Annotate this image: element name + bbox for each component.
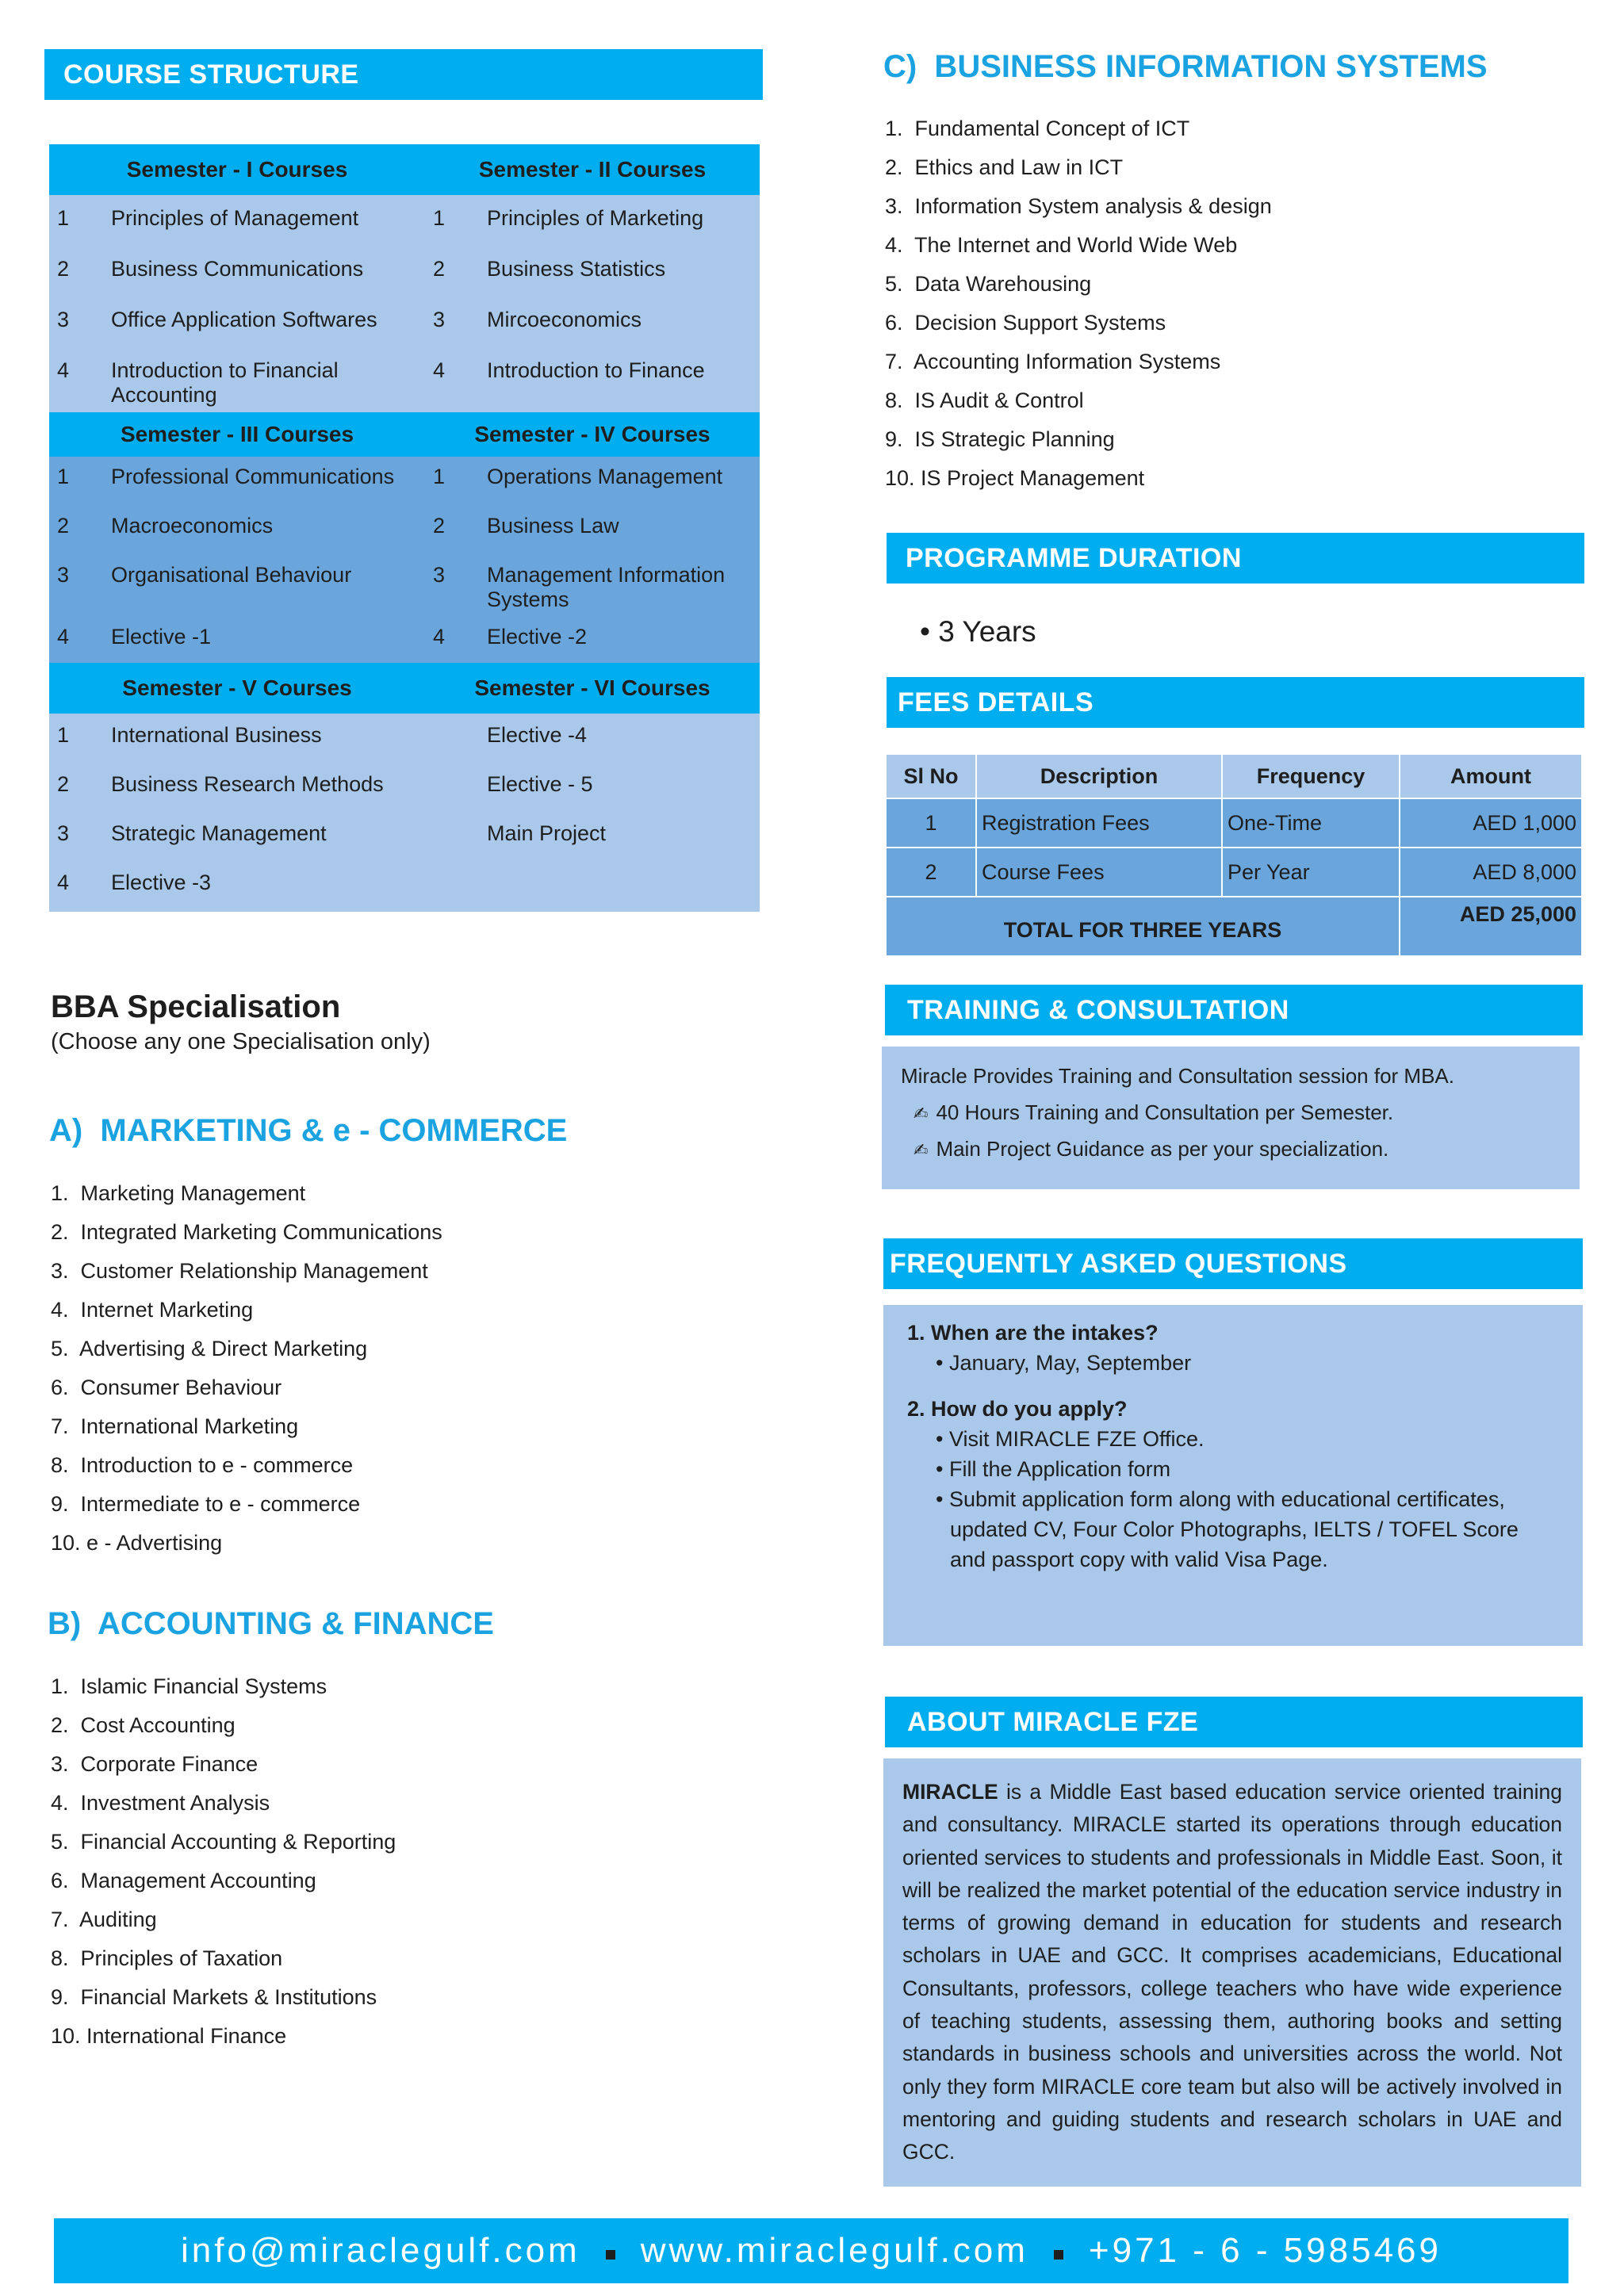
course-name: Strategic Management <box>106 812 425 861</box>
course-structure-table <box>49 144 760 912</box>
list-item: 6. Decision Support Systems <box>885 311 1166 335</box>
fees-col-amount: Amount <box>1400 754 1582 798</box>
list-item: 10. IS Project Management <box>885 466 1145 490</box>
list-item: 2. Integrated Marketing Communications <box>51 1220 442 1244</box>
fees-cell-frequency: Per Year <box>1222 848 1400 897</box>
course-name: Business Statistics <box>482 246 760 297</box>
table-row <box>49 347 760 412</box>
training-point-text: 40 Hours Training and Consultation per Semester. <box>936 1100 1394 1124</box>
list-item: 2. Cost Accounting <box>51 1713 236 1737</box>
list-item: 3. Customer Relationship Management <box>51 1259 428 1283</box>
accounting-heading: B) ACCOUNTING & FINANCE <box>48 1606 494 1641</box>
pen-icon: ✍ <box>914 1104 929 1123</box>
course-name <box>482 861 760 912</box>
about-brand: MIRACLE <box>902 1780 998 1804</box>
list-item: 3. Information System analysis & design <box>885 194 1272 218</box>
about-panel <box>883 1758 1581 2187</box>
course-number: 2 <box>49 246 106 297</box>
list-item: 7. International Marketing <box>51 1414 299 1438</box>
course-name: Macroeconomics <box>106 506 425 555</box>
semester-2-title: Semester - II Courses <box>425 144 760 195</box>
list-item: 9. Financial Markets & Institutions <box>51 1985 377 2009</box>
footer-separator <box>1054 2250 1063 2260</box>
course-number: 3 <box>49 297 106 347</box>
table-row <box>49 506 760 555</box>
training-point <box>901 1100 1580 1137</box>
semester-header-row <box>49 412 760 457</box>
semester-header-row <box>49 663 760 714</box>
semester-3-title: Semester - III Courses <box>49 412 425 457</box>
course-name: Business Communications <box>106 246 425 297</box>
list-item: 4. Internet Marketing <box>51 1298 254 1322</box>
table-row <box>49 195 760 246</box>
course-number <box>425 714 482 763</box>
course-number: 3 <box>49 555 106 618</box>
list-item: 5. Advertising & Direct Marketing <box>51 1337 368 1360</box>
fees-header-row <box>886 754 1582 798</box>
table-row <box>886 798 1582 848</box>
course-name: Main Project <box>482 812 760 861</box>
about-title: ABOUT MIRACLE FZE <box>907 1706 1199 1737</box>
list-item: 5. Data Warehousing <box>885 272 1092 296</box>
faq-title: FREQUENTLY ASKED QUESTIONS <box>890 1248 1347 1279</box>
bba-subtitle: (Choose any one Specialisation only) <box>51 1029 431 1054</box>
fees-cell-description: Course Fees <box>976 848 1222 897</box>
faq-answer-2-line: • Submit application form along with educational certificates, <box>936 1487 1505 1511</box>
training-header <box>885 985 1583 1035</box>
semester-4-title: Semester - IV Courses <box>425 412 760 457</box>
faq-question-2: 2. How do you apply? <box>907 1397 1128 1421</box>
fees-table <box>885 753 1583 957</box>
marketing-course-list <box>51 1174 442 1563</box>
course-name: International Business <box>106 714 425 763</box>
course-number: 4 <box>49 347 106 412</box>
programme-duration-header <box>887 533 1584 584</box>
course-number <box>425 861 482 912</box>
course-number: 2 <box>49 763 106 812</box>
semester-1-title: Semester - I Courses <box>49 144 425 195</box>
list-item: 7. Auditing <box>51 1908 157 1931</box>
pen-icon: ✍ <box>914 1140 929 1160</box>
course-name: Office Application Softwares <box>106 297 425 347</box>
course-number: 2 <box>49 506 106 555</box>
course-structure-title: COURSE STRUCTURE <box>63 59 359 90</box>
footer-phone[interactable]: +971 - 6 - 5985469 <box>1088 2231 1442 2270</box>
list-item: 9. Intermediate to e - commerce <box>51 1492 361 1516</box>
list-item: 9. IS Strategic Planning <box>885 427 1115 451</box>
table-row <box>49 297 760 347</box>
course-number <box>425 763 482 812</box>
course-name: Mircoeconomics <box>482 297 760 347</box>
footer-separator <box>606 2250 615 2260</box>
table-row <box>49 246 760 297</box>
course-number: 4 <box>49 618 106 663</box>
course-name: Introduction to Finance <box>482 347 760 412</box>
course-name: Elective - 5 <box>482 763 760 812</box>
fees-total-label: TOTAL FOR THREE YEARS <box>886 897 1400 956</box>
course-number: 1 <box>49 195 106 246</box>
list-item: 4. The Internet and World Wide Web <box>885 233 1238 257</box>
table-row <box>49 861 760 912</box>
list-item: 8. IS Audit & Control <box>885 388 1084 412</box>
faq-answer-2-line: • Visit MIRACLE FZE Office. <box>936 1427 1205 1451</box>
course-name: Organisational Behaviour <box>106 555 425 618</box>
footer-bar <box>54 2218 1568 2283</box>
fees-cell-frequency: One-Time <box>1222 798 1400 848</box>
course-number: 3 <box>425 297 482 347</box>
marketing-heading: A) MARKETING & e - COMMERCE <box>49 1113 568 1148</box>
fees-col-description: Description <box>976 754 1222 798</box>
fees-details-title: FEES DETAILS <box>898 687 1094 718</box>
bis-course-list <box>885 109 1272 498</box>
list-item: 3. Corporate Finance <box>51 1752 259 1776</box>
course-number: 3 <box>425 555 482 618</box>
list-item: 6. Consumer Behaviour <box>51 1376 282 1399</box>
course-name: Elective -4 <box>482 714 760 763</box>
course-number: 2 <box>425 506 482 555</box>
list-item: 10. International Finance <box>51 2024 287 2048</box>
course-name: Principles of Marketing <box>482 195 760 246</box>
training-point <box>901 1137 1580 1173</box>
bis-heading: C) BUSINESS INFORMATION SYSTEMS <box>883 49 1488 84</box>
fees-cell-description: Registration Fees <box>976 798 1222 848</box>
course-name: Professional Communications <box>106 457 425 506</box>
faq-answer-2-line: • Fill the Application form <box>936 1457 1171 1481</box>
training-intro: Miracle Provides Training and Consultation session for MBA. <box>901 1064 1454 1088</box>
course-number: 1 <box>425 195 482 246</box>
course-name: Elective -3 <box>106 861 425 912</box>
table-row <box>49 714 760 763</box>
course-name: Elective -2 <box>482 618 760 663</box>
list-item: 1. Islamic Financial Systems <box>51 1674 327 1698</box>
list-item: 1. Fundamental Concept of ICT <box>885 117 1190 140</box>
table-row <box>886 848 1582 897</box>
training-title: TRAINING & CONSULTATION <box>907 994 1289 1025</box>
list-item: 2. Ethics and Law in ICT <box>885 155 1124 179</box>
fees-total-row <box>886 897 1582 956</box>
fees-col-frequency: Frequency <box>1222 754 1400 798</box>
training-point-text: Main Project Guidance as per your specialization. <box>936 1137 1389 1161</box>
bba-title: BBA Specialisation <box>51 989 341 1024</box>
accounting-course-list <box>51 1667 396 2056</box>
course-number: 1 <box>49 714 106 763</box>
footer-email[interactable]: info@miraclegulf.com <box>181 2231 580 2270</box>
course-name: Business Research Methods <box>106 763 425 812</box>
semester-header-row <box>49 144 760 195</box>
list-item: 7. Accounting Information Systems <box>885 350 1221 373</box>
fees-cell-amount: AED 8,000 <box>1400 848 1582 897</box>
faq-answer-2-line: and passport copy with valid Visa Page. <box>950 1548 1328 1571</box>
course-number: 1 <box>49 457 106 506</box>
table-row <box>49 812 760 861</box>
course-number: 3 <box>49 812 106 861</box>
fees-cell-amount: AED 1,000 <box>1400 798 1582 848</box>
course-name: Management Information Systems <box>482 555 760 618</box>
list-item: 6. Management Accounting <box>51 1869 316 1892</box>
table-row <box>49 457 760 506</box>
course-name: Business Law <box>482 506 760 555</box>
course-name: Operations Management <box>482 457 760 506</box>
fees-col-slno: Sl No <box>886 754 976 798</box>
programme-duration-title: PROGRAMME DURATION <box>906 542 1242 573</box>
faq-answer-1: • January, May, September <box>936 1351 1192 1375</box>
programme-duration-value: • 3 Years <box>920 615 1036 648</box>
course-name: Introduction to Financial Accounting <box>106 347 425 412</box>
list-item: 4. Investment Analysis <box>51 1791 270 1815</box>
course-number: 2 <box>425 246 482 297</box>
course-structure-header <box>44 49 763 100</box>
fees-cell-slno: 2 <box>886 848 976 897</box>
about-header <box>885 1697 1583 1747</box>
faq-answer-2-line: updated CV, Four Color Photographs, IELTS / TOFEL Score <box>950 1517 1519 1541</box>
course-number: 4 <box>425 618 482 663</box>
fees-details-header <box>887 677 1584 728</box>
list-item: 1. Marketing Management <box>51 1181 306 1205</box>
semester-6-title: Semester - VI Courses <box>425 663 760 714</box>
about-body: is a Middle East based education service oriented training and consultancy. MIRACLE started its operations through education oriented services to students and professionals in Middle East. Soon, it will be realized the market potential of the education service industry in terms of growing demand in education for students and research scholars in UAE and GCC. It comprises academicians, Educational Consultants, professors, college teachers who have wide experience of teaching students, assessing them, authoring books and setting standards in business schools and universities across the world. Not only they form MIRACLE core team but also will be actively involved in mentoring and guiding students and research scholars in UAE and GCC. <box>902 1780 1562 2164</box>
table-row <box>49 555 760 618</box>
list-item: 5. Financial Accounting & Reporting <box>51 1830 396 1854</box>
semester-5-title: Semester - V Courses <box>49 663 425 714</box>
faq-question-1: 1. When are the intakes? <box>907 1321 1159 1345</box>
faq-header <box>883 1238 1583 1289</box>
course-name: Principles of Management <box>106 195 425 246</box>
course-number: 4 <box>49 861 106 912</box>
course-number: 4 <box>425 347 482 412</box>
table-row <box>49 618 760 663</box>
training-panel <box>882 1047 1580 1189</box>
footer-website[interactable]: www.miraclegulf.com <box>640 2231 1028 2270</box>
course-number <box>425 812 482 861</box>
course-number: 1 <box>425 457 482 506</box>
faq-panel <box>883 1305 1583 1646</box>
list-item: 8. Principles of Taxation <box>51 1946 283 1970</box>
list-item: 10. e - Advertising <box>51 1531 223 1555</box>
course-name: Elective -1 <box>106 618 425 663</box>
list-item: 8. Introduction to e - commerce <box>51 1453 354 1477</box>
table-row <box>49 763 760 812</box>
fees-cell-slno: 1 <box>886 798 976 848</box>
fees-total-value: AED 25,000 <box>1400 897 1582 956</box>
